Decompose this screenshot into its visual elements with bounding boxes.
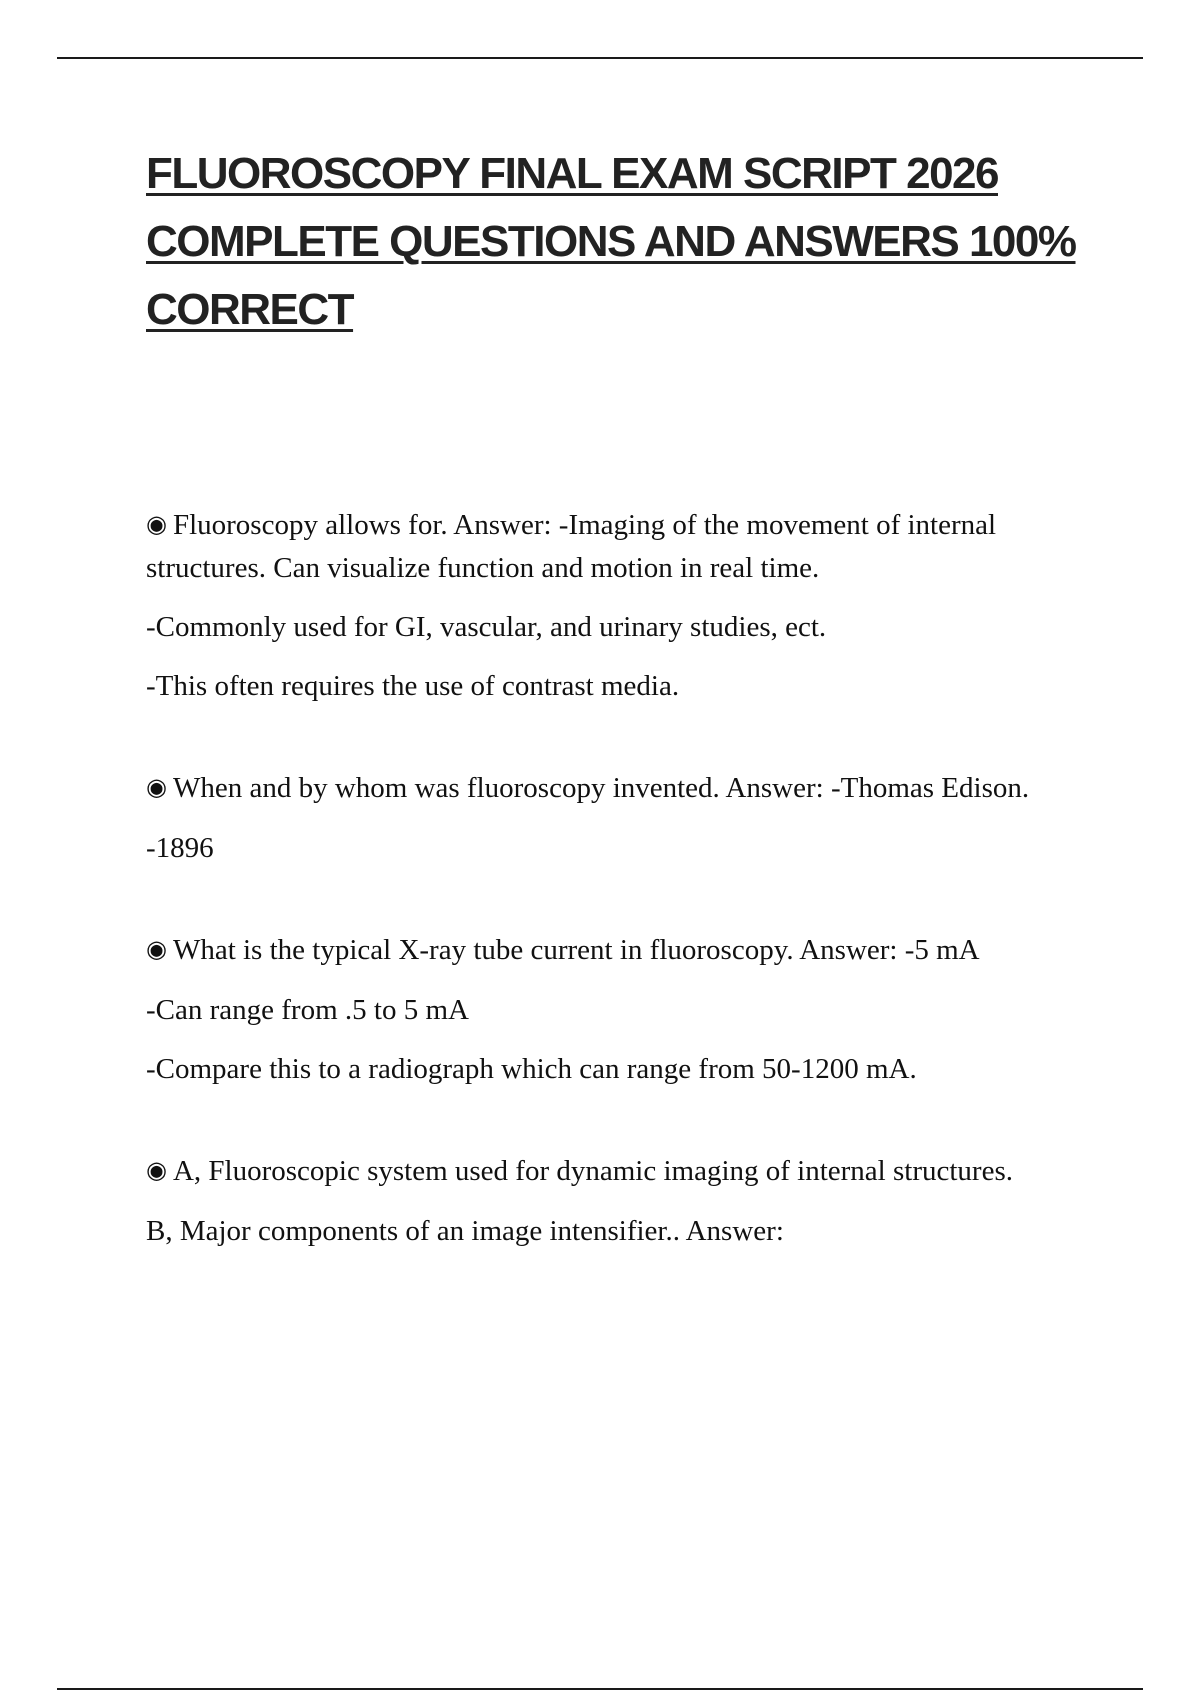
- bottom-rule: [57, 1688, 1143, 1690]
- answer-line: -Commonly used for GI, vascular, and urinary studies, ect.: [146, 611, 827, 643]
- question-label: Fluoroscopy allows for. Answer: -Imaging of the movement of internal structures. Can visualize function and motion in real time.: [146, 509, 997, 584]
- question-text: [146, 1150, 1096, 1193]
- question-text: [146, 504, 1096, 589]
- answer-line: B, Major components of an image intensifier.. Answer:: [146, 1215, 784, 1247]
- qa-item: [146, 767, 1096, 869]
- answer-line: -This often requires the use of contrast media.: [146, 670, 680, 702]
- question-text: [146, 929, 1096, 972]
- qa-item: [146, 504, 1096, 707]
- qa-list: [146, 504, 1096, 1252]
- answer-line: -Can range from .5 to 5 mA: [146, 994, 469, 1026]
- qa-item: [146, 929, 1096, 1090]
- document-title: FLUOROSCOPY FINAL EXAM SCRIPT 2026 COMPLETE QUESTIONS AND ANSWERS 100% CORRECT: [146, 149, 1076, 334]
- question-text: [146, 767, 1096, 810]
- document-body: [146, 140, 1096, 1252]
- answer-line: -Compare this to a radiograph which can range from 50-1200 mA.: [146, 1053, 917, 1085]
- bullet-icon: ◉: [146, 510, 167, 538]
- top-rule: [57, 57, 1143, 59]
- question-label: When and by whom was fluoroscopy invented. Answer: -Thomas Edison.: [172, 772, 1030, 804]
- bullet-icon: ◉: [146, 773, 167, 801]
- bullet-icon: ◉: [146, 935, 167, 963]
- question-label: A, Fluoroscopic system used for dynamic imaging of internal structures.: [172, 1155, 1013, 1187]
- qa-item: [146, 1150, 1096, 1252]
- bullet-icon: ◉: [146, 1156, 167, 1184]
- answer-line: -1896: [146, 832, 214, 864]
- question-label: What is the typical X-ray tube current in fluoroscopy. Answer: -5 mA: [172, 934, 980, 966]
